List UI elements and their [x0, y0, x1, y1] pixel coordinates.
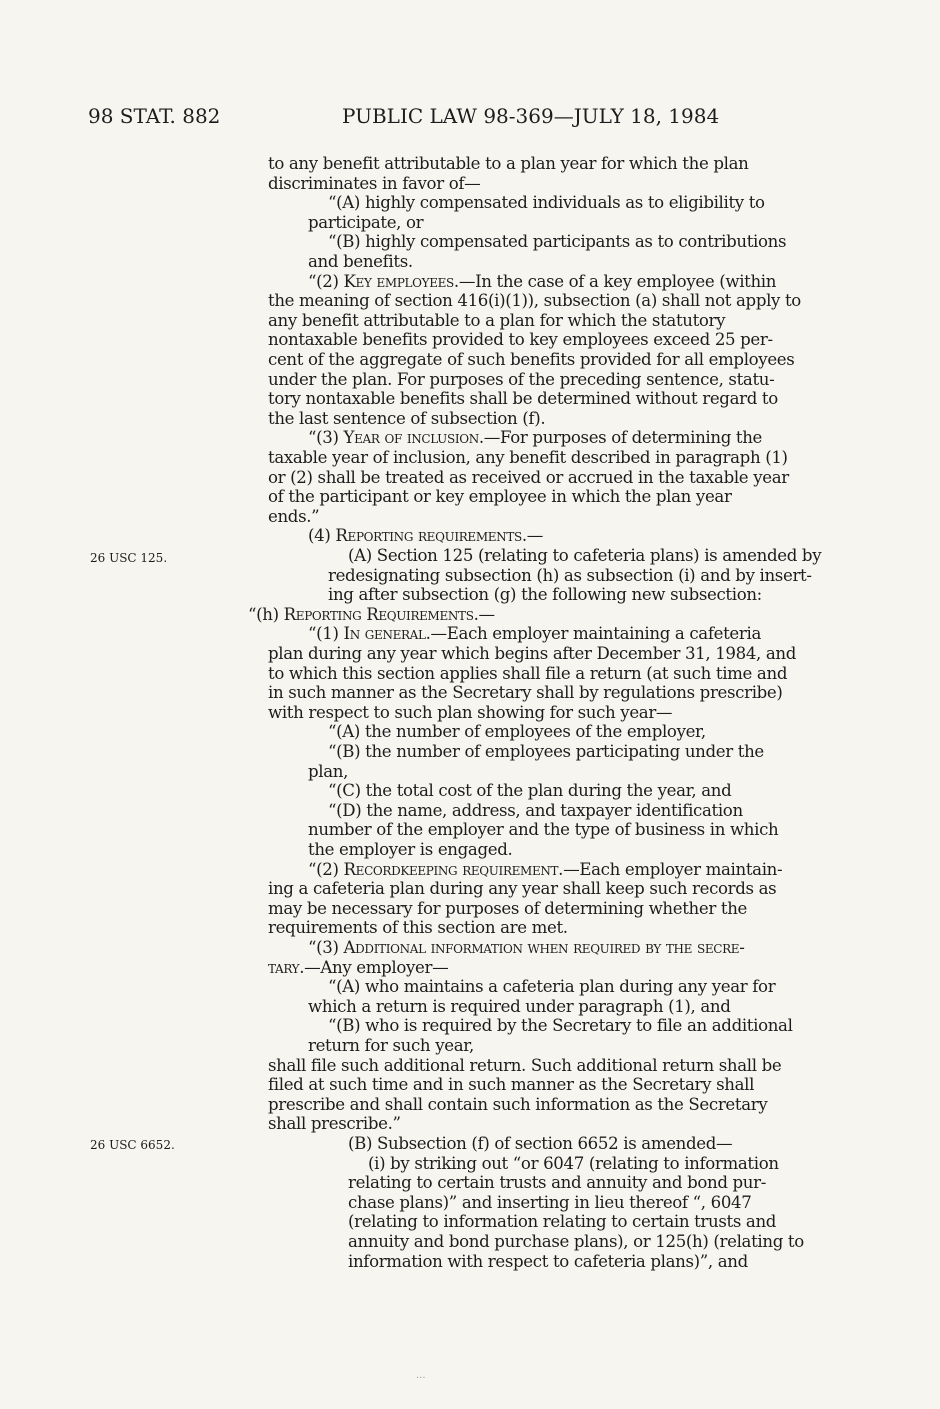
- text-line: requirements of this section are met.: [268, 918, 568, 938]
- text-line: discriminates in favor of—: [268, 173, 481, 193]
- text-line: “(h) Reporting Requirements.—: [248, 604, 495, 624]
- text-line: shall file such additional return. Such additional return shall be: [268, 1055, 782, 1075]
- text-line: redesignating subsection (h) as subsection (i) and by insert-: [328, 565, 812, 585]
- text-line: relating to certain trusts and annuity and bond pur-: [348, 1173, 766, 1193]
- text-line: and benefits.: [308, 252, 413, 271]
- text-line: shall prescribe.”: [268, 1114, 401, 1134]
- text-line: information with respect to cafeteria plans)”, and: [348, 1251, 748, 1271]
- text-line: “(A) who maintains a cafeteria plan during any year for: [328, 977, 776, 997]
- text-line: nontaxable benefits provided to key employees exceed 25 per-: [268, 330, 773, 350]
- text-line: participate, or: [308, 212, 424, 232]
- text-line: the employer is engaged.: [308, 840, 513, 859]
- text-line: return for such year,: [308, 1036, 474, 1055]
- text-line: (i) by striking out “or 6047 (relating to information: [368, 1153, 779, 1173]
- text-line: the last sentence of subsection (f).: [268, 408, 546, 428]
- text-line: annuity and bond purchase plans), or 125(h) (relating to: [348, 1232, 804, 1251]
- footer-mark: ...: [416, 1370, 426, 1381]
- text-line: (relating to information relating to certain trusts and: [348, 1212, 777, 1232]
- text-line: may be necessary for purposes of determining whether the: [268, 898, 747, 918]
- text-line: number of the employer and the type of business in which: [308, 820, 779, 840]
- text-line: with respect to such plan showing for such year—: [268, 702, 673, 722]
- text-line: tory nontaxable benefits shall be determined without regard to: [268, 389, 778, 409]
- text-line: (4) Reporting requirements.—: [308, 526, 544, 546]
- text-line: ends.”: [268, 506, 320, 526]
- text-line: “(B) who is required by the Secretary to file an additional: [328, 1016, 793, 1036]
- text-line: plan,: [308, 761, 349, 781]
- text-line: “(2) Key employees.—In the case of a key employee (within: [308, 271, 777, 291]
- text-line: “(B) the number of employees participating under the: [328, 742, 764, 761]
- text-line: prescribe and shall contain such information as the Secretary: [268, 1094, 768, 1114]
- page-number-header: 98 STAT. 882: [88, 104, 221, 128]
- text-line: ing after subsection (g) the following new subsection:: [328, 585, 762, 605]
- text-line: under the plan. For purposes of the preceding sentence, statu-: [268, 369, 775, 389]
- text-line: the meaning of section 416(i)(1)), subsection (a) shall not apply to: [268, 291, 801, 311]
- text-line: “(D) the name, address, and taxpayer identification: [328, 800, 743, 820]
- text-line: cent of the aggregate of such benefits provided for all employees: [268, 350, 795, 369]
- text-line: taxable year of inclusion, any benefit described in paragraph (1): [268, 448, 788, 467]
- text-line: to any benefit attributable to a plan year for which the plan: [268, 154, 749, 173]
- margin-citation: 26 USC 6652.: [90, 1138, 175, 1152]
- text-line: “(3) Additional information when required by the secre-: [308, 938, 745, 957]
- text-line: or (2) shall be treated as received or accrued in the taxable year: [268, 467, 789, 487]
- text-line: plan during any year which begins after December 31, 1984, and: [268, 644, 797, 663]
- text-line: “(B) highly compensated participants as to contributions: [328, 232, 787, 252]
- margin-citation: 26 USC 125.: [90, 551, 168, 565]
- text-line: in such manner as the Secretary shall by regulations prescribe): [268, 683, 783, 703]
- text-line: any benefit attributable to a plan for which the statutory: [268, 310, 726, 330]
- law-title-header: PUBLIC LAW 98-369—JULY 18, 1984: [342, 104, 720, 128]
- text-line: “(A) highly compensated individuals as to eligibility to: [328, 193, 765, 213]
- text-line: (B) Subsection (f) of section 6652 is amended—: [348, 1134, 733, 1153]
- text-line: filed at such time and in such manner as the Secretary shall: [268, 1075, 755, 1095]
- text-line: of the participant or key employee in which the plan year: [268, 487, 732, 507]
- text-line: “(1) In general.—Each employer maintaining a cafeteria: [308, 624, 761, 644]
- text-line: “(A) the number of employees of the employer,: [328, 722, 706, 742]
- text-line: (A) Section 125 (relating to cafeteria plans) is amended by: [348, 546, 822, 565]
- text-line: chase plans)” and inserting in lieu thereof “, 6047: [348, 1192, 752, 1212]
- text-line: to which this section applies shall file a return (at such time and: [268, 663, 788, 683]
- text-line: “(3) Year of inclusion.—For purposes of determining the: [308, 428, 763, 448]
- text-line: tary.—Any employer—: [268, 957, 449, 977]
- text-line: “(C) the total cost of the plan during the year, and: [328, 781, 732, 801]
- text-line: “(2) Recordkeeping requirement.—Each employer maintain-: [308, 859, 783, 879]
- text-line: ing a cafeteria plan during any year shall keep such records as: [268, 879, 777, 899]
- text-line: which a return is required under paragraph (1), and: [308, 996, 731, 1016]
